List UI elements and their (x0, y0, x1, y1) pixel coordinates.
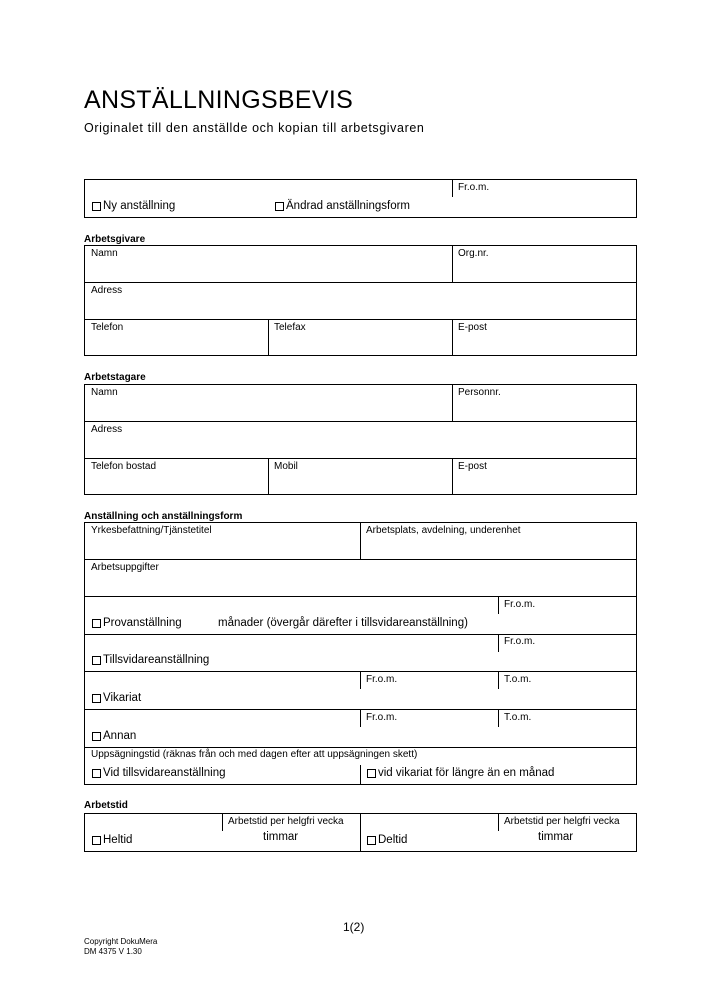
copyright-text: Copyright DokuMera (84, 937, 158, 946)
employment-type-box (84, 179, 637, 218)
checkbox-label: Provanställning (103, 617, 182, 629)
substitute-checkbox[interactable] (92, 692, 141, 704)
checkbox-label: Tillsvidareanställning (103, 654, 210, 666)
checkbox-icon[interactable] (275, 202, 284, 211)
checkbox-icon[interactable] (92, 202, 101, 211)
employee-personnr-field[interactable]: Personnr. (458, 387, 501, 398)
parttime-hours-label: Arbetstid per helgfri vecka (504, 816, 620, 827)
divider (452, 384, 453, 421)
job-title-field[interactable]: Yrkesbefattning/Tjänstetitel (91, 525, 212, 536)
substitute-from-label: Fr.o.m. (366, 674, 398, 685)
employer-box (84, 245, 637, 356)
divider (452, 180, 453, 197)
probation-months-note: månader (övergår därefter i tillsvidareanställning) (218, 617, 468, 629)
fulltime-hours-unit: timmar (263, 831, 299, 843)
fulltime-checkbox[interactable] (92, 834, 132, 846)
checkbox-icon[interactable] (92, 619, 101, 628)
divider (498, 597, 499, 614)
employee-address-field[interactable]: Adress (91, 424, 123, 435)
checkbox-icon[interactable] (92, 836, 101, 845)
divider (222, 814, 223, 831)
divider (84, 458, 637, 459)
checkbox-icon[interactable] (92, 732, 101, 741)
checkbox-icon[interactable] (92, 656, 101, 665)
checkbox-label: Vid tillsvidareanställning (103, 767, 226, 779)
employer-fax-field[interactable]: Telefax (274, 322, 306, 333)
parttime-hours-unit: timmar (538, 831, 574, 843)
employer-heading: Arbetsgivare (84, 234, 146, 245)
probation-from-label: Fr.o.m. (504, 599, 536, 610)
checkbox-label: Deltid (378, 834, 408, 846)
employee-box (84, 384, 637, 495)
document-title: ANSTÄLLNINGSBEVIS (84, 86, 354, 114)
other-from-label: Fr.o.m. (366, 712, 398, 723)
employer-email-field[interactable]: E-post (458, 322, 487, 333)
page-number: 1(2) (343, 920, 365, 934)
divider (452, 458, 453, 495)
notice-permanent-checkbox[interactable] (92, 767, 226, 779)
divider (268, 319, 269, 356)
other-to-label: T.o.m. (504, 712, 532, 723)
notice-period-label: Uppsägningstid (räknas från och med dagen efter att uppsägningen skett) (91, 749, 418, 760)
duties-field[interactable]: Arbetsuppgifter (91, 562, 159, 573)
checkbox-icon[interactable] (367, 769, 376, 778)
checkbox-label: vid vikariat för längre än en månad (378, 767, 555, 779)
divider (84, 747, 637, 748)
employment-heading: Anställning och anställningsform (84, 511, 243, 522)
checkbox-icon[interactable] (92, 769, 101, 778)
employee-name-field[interactable]: Namn (91, 387, 118, 398)
substitute-to-label: T.o.m. (504, 674, 532, 685)
employer-orgnr-field[interactable]: Org.nr. (458, 248, 489, 259)
checkbox-label: Ny anställning (103, 200, 176, 212)
divider (452, 319, 453, 356)
employee-mobile-field[interactable]: Mobil (274, 461, 298, 472)
divider (360, 765, 361, 785)
divider (84, 559, 637, 560)
divider (360, 813, 361, 852)
divider (84, 634, 637, 635)
employer-phone-field[interactable]: Telefon (91, 322, 124, 333)
divider (452, 245, 453, 282)
worktime-heading: Arbetstid (84, 800, 128, 811)
employee-email-field[interactable]: E-post (458, 461, 487, 472)
checkbox-icon[interactable] (92, 694, 101, 703)
divider (498, 672, 499, 689)
employer-address-field[interactable]: Adress (91, 285, 123, 296)
divider (360, 710, 361, 727)
divider (268, 458, 269, 495)
divider (498, 814, 499, 831)
divider (84, 319, 637, 320)
other-checkbox[interactable] (92, 730, 136, 742)
permanent-checkbox[interactable] (92, 654, 209, 666)
version-text: DM 4375 V 1.30 (84, 947, 142, 956)
employee-heading: Arbetstagare (84, 372, 146, 383)
divider (498, 710, 499, 727)
divider (360, 522, 361, 559)
fulltime-hours-label: Arbetstid per helgfri vecka (228, 816, 344, 827)
checkbox-label: Annan (103, 730, 137, 742)
new-employment-checkbox[interactable] (92, 200, 175, 212)
from-date-label: Fr.o.m. (458, 182, 490, 193)
document-subtitle: Originalet till den anställde och kopian till arbetsgivaren (84, 121, 425, 135)
divider (360, 672, 361, 689)
parttime-checkbox[interactable] (367, 834, 407, 846)
divider (498, 635, 499, 652)
checkbox-label: Heltid (103, 834, 133, 846)
changed-form-checkbox[interactable] (275, 200, 410, 212)
divider (84, 421, 637, 422)
probation-checkbox[interactable] (92, 617, 182, 629)
divider (84, 596, 637, 597)
workplace-field[interactable]: Arbetsplats, avdelning, underenhet (366, 525, 521, 536)
checkbox-label: Ändrad anställningsform (286, 200, 411, 212)
employee-phone-field[interactable]: Telefon bostad (91, 461, 157, 472)
employer-name-field[interactable]: Namn (91, 248, 118, 259)
divider (84, 282, 637, 283)
checkbox-icon[interactable] (367, 836, 376, 845)
permanent-from-label: Fr.o.m. (504, 636, 536, 647)
checkbox-label: Vikariat (103, 692, 142, 704)
notice-substitute-checkbox[interactable] (367, 767, 554, 779)
